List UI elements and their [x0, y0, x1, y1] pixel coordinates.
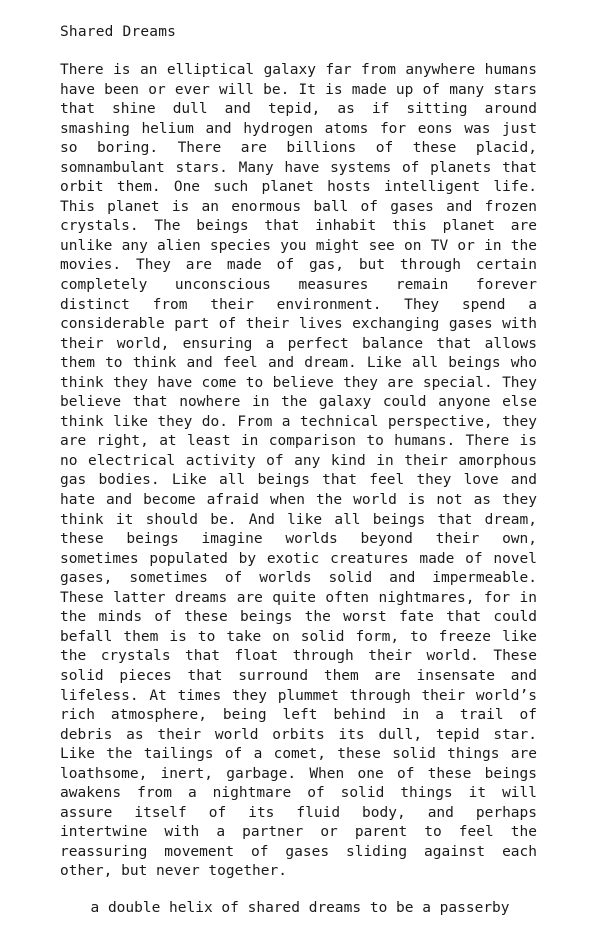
body-paragraph: There is an elliptical galaxy far from anywhere humans have been or ever will be. It is made up of many stars that shine dull and tepid, as if sitting around smashing helium and hydrogen atoms for eons was just so boring. There are billions of these placid, somnambulant stars. Many have systems of planets that orbit them. One such planet hosts intelligent life. This planet is an enormous ball of gases and frozen crystals. The beings that inhabit this planet are unlike any alien species you might see on TV or in the movies. They are made of gas, but through certain completely unconscious measures remain forever distinct from their environment. They spend a considerable part of their lives exchanging gases with their world, ensuring a perfect balance that allows them to think and feel and dream. Like all beings who think they have come to believe they are special. They believe that nowhere in the galaxy could anyone else think like they do. From a technical perspective, they are right, at least in comparison to humans. There is no electrical activity of any kind in their amorphous gas bodies. Like all beings that feel they love and hate and become afraid when the world is not as they think it should be. And like all beings that dream, these beings imagine worlds beyond their own, sometimes populated by exotic creatures made of novel gases, sometimes of worlds solid and impermeable. These latter dreams are quite often nightmares, for in the minds of these beings the worst fate that could befall them is to take on solid form, to freeze like the crystals that float through their world. These solid pieces that surround them are insensate and lifeless. At times they plummet through their world’s rich atmosphere, being left behind in a trail of debris as their world orbits its dull, tepid star. Like the tailings of a comet, these solid things are loathsome, inert, garbage. When one of these beings awakens from a nightmare of solid things it will assure itself of its fluid body, and perhaps intertwine with a partner or parent to feel the reassuring movement of gases sliding against each other, but never together. — [60, 62, 537, 880]
document-title: Shared Dreams — [60, 24, 177, 40]
closing-line: a double helix of shared dreams to be a passerby — [90, 900, 510, 916]
